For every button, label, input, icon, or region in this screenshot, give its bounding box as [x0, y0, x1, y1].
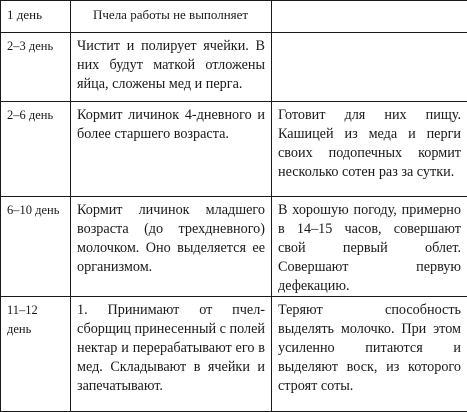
activity-cell: Кормит личинок 4-дневного и более старшего возраста.	[71, 102, 272, 197]
note-cell: Готовит для них пищу. Кашицей из меда и перги своих подопечных кормит несколько сотен раз за сутки.	[272, 102, 467, 197]
day-cell: 6–10 день	[1, 197, 71, 297]
activity-cell: Кормит личинок младшего возраста (до трехдневного) молочком. Оно выделяется ее организмом.	[71, 197, 272, 297]
activity-cell: Пчела работы не выполняет	[71, 1, 272, 33]
activity-cell: 1. Принимают от пчел-сборщиц принесенный с полей нектар и перерабатывают его в мед. Складывают в ячейки и запечатывают.	[71, 297, 272, 412]
activity-cell: Чистит и полирует ячейки. В них будут маткой отложены яйца, сложены мед и перга.	[71, 33, 272, 102]
day-cell: 2–3 день	[1, 33, 71, 102]
day-cell: 2–6 день	[1, 102, 71, 197]
note-cell: В хорошую погоду, примерно в 14–15 часов, совершают свой первый облет. Совершают первую дефекацию.	[272, 197, 467, 297]
note-cell	[272, 33, 467, 102]
day-cell: 11–12 день	[1, 297, 71, 412]
table-row	[1, 1, 467, 33]
table-row	[1, 102, 467, 197]
note-cell: Теряют способность выделять молочко. При этом усиленно питаются и выделяют воск, из которого строят соты.	[272, 297, 467, 412]
table-row	[1, 197, 467, 297]
table-row	[1, 33, 467, 102]
table-row	[1, 297, 467, 412]
note-cell	[272, 1, 467, 33]
day-cell: 1 день	[1, 1, 71, 33]
